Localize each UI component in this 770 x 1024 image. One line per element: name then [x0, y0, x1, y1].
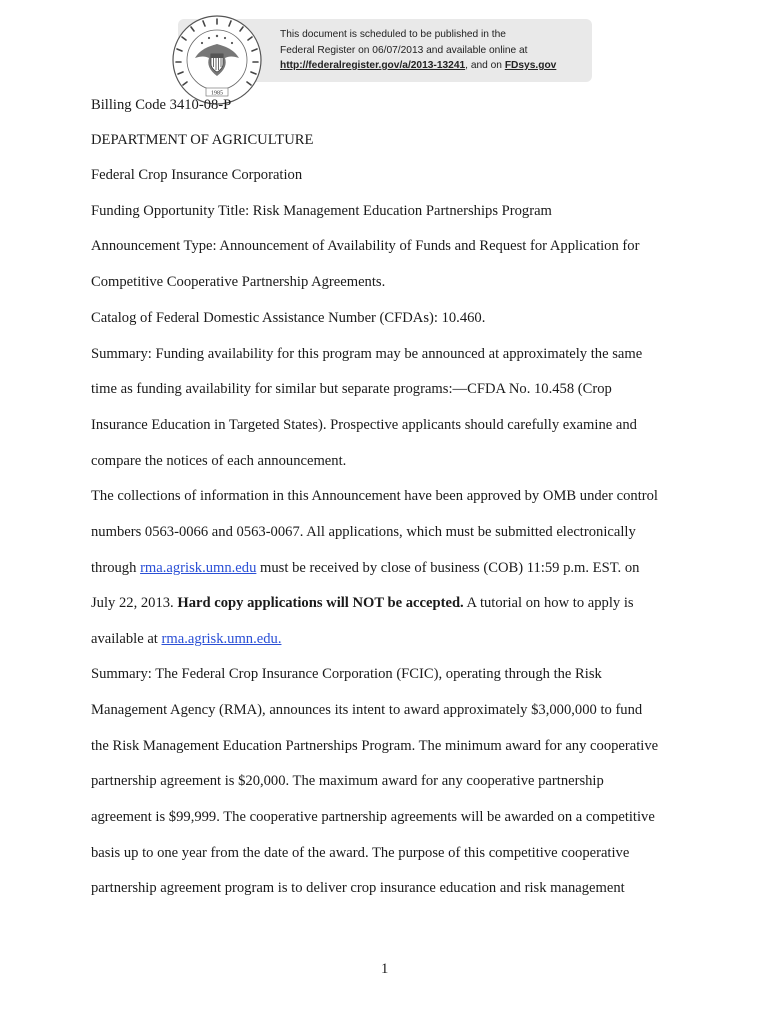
publication-notice: [280, 27, 556, 74]
collections-line-1: The collections of information in this Announcement have been approved by OMB under control: [91, 488, 658, 504]
summary-1-line-2: time as funding availability for similar but separate programs:—CFDA No. 10.458 (Crop: [91, 381, 612, 397]
agency-name: Federal Crop Insurance Corporation: [91, 167, 303, 183]
collections-line-3-post: must be received by close of business (COB) 11:59 p.m. EST. on: [256, 560, 640, 576]
funding-title-value: Risk Management Education Partnerships Program: [249, 203, 552, 219]
department-heading: DEPARTMENT OF AGRICULTURE: [91, 132, 314, 148]
collections-line-4-post: A tutorial on how to apply is: [463, 595, 634, 611]
summary-2-line-3: the Risk Management Education Partnerships Program. The minimum award for any cooperative: [91, 738, 659, 754]
fdsys-link[interactable]: FDsys.gov: [504, 60, 557, 71]
funding-title: [91, 202, 552, 220]
federal-register-link[interactable]: http://federalregister.gov/a/2013-13241: [280, 60, 466, 71]
announcement-type-line-1: Announcement Type: Announcement of Availability of Funds and Request for Application for: [91, 238, 640, 254]
summary-1-line-1: Summary: Funding availability for this program may be announced at approximately the same: [91, 346, 643, 362]
federal-register-seal-icon: [171, 14, 263, 106]
summary-1-line-3: Insurance Education in Targeted States). Prospective applicants should carefully examine and: [91, 417, 637, 433]
summary-2-line-1: Summary: The Federal Crop Insurance Corporation (FCIC), operating through the Risk: [91, 666, 602, 682]
funding-title-label: Funding Opportunity Title:: [91, 203, 250, 219]
notice-line-1: This document is scheduled to be published in the: [280, 29, 506, 40]
collections-line-2: numbers 0563-0066 and 0563-0067. All applications, which must be submitted electronically: [91, 524, 636, 540]
summary-1-line-4: compare the notices of each announcement.: [91, 453, 347, 469]
notice-line-2: Federal Register on 06/07/2013 and available online at: [280, 44, 528, 56]
collections-line-5-pre: available at: [91, 631, 162, 647]
collections-line-4-pre: July 22, 2013.: [91, 595, 178, 611]
collections-line-3: [91, 559, 639, 577]
billing-code: Billing Code 3410-08-P: [91, 97, 232, 113]
seal-year: 1985: [211, 90, 223, 97]
announcement-type-line-2: Competitive Cooperative Partnership Agreements.: [91, 274, 386, 290]
catalog-number: Catalog of Federal Domestic Assistance Number (CFDAs): 10.460.: [91, 310, 486, 326]
seal-graphic: [173, 16, 261, 104]
page-number: 1: [381, 961, 389, 977]
collections-line-5: [91, 630, 281, 648]
summary-2-line-5: agreement is $99,999. The cooperative partnership agreements will be awarded on a competitive: [91, 809, 655, 825]
summary-2-line-6: basis up to one year from the date of the award. The purpose of this competitive cooperative: [91, 845, 630, 861]
rma-agrisk-link[interactable]: rma.agrisk.umn.edu: [140, 560, 257, 576]
summary-2-line-2: Management Agency (RMA), announces its intent to award approximately $3,000,000 to fund: [91, 702, 643, 718]
notice-separator: , and on: [465, 60, 505, 71]
rma-agrisk-tutorial-link[interactable]: rma.agrisk.umn.edu.: [161, 631, 282, 647]
hard-copy-warning: Hard copy applications will NOT be accepted.: [177, 595, 464, 611]
collections-line-3-pre: through: [91, 560, 141, 576]
summary-2-line-4: partnership agreement is $20,000. The maximum award for any cooperative partnership: [91, 773, 604, 789]
collections-line-4: [91, 594, 634, 612]
summary-2-line-7: partnership agreement program is to deliver crop insurance education and risk management: [91, 880, 625, 896]
notice-line-3: [280, 58, 556, 74]
